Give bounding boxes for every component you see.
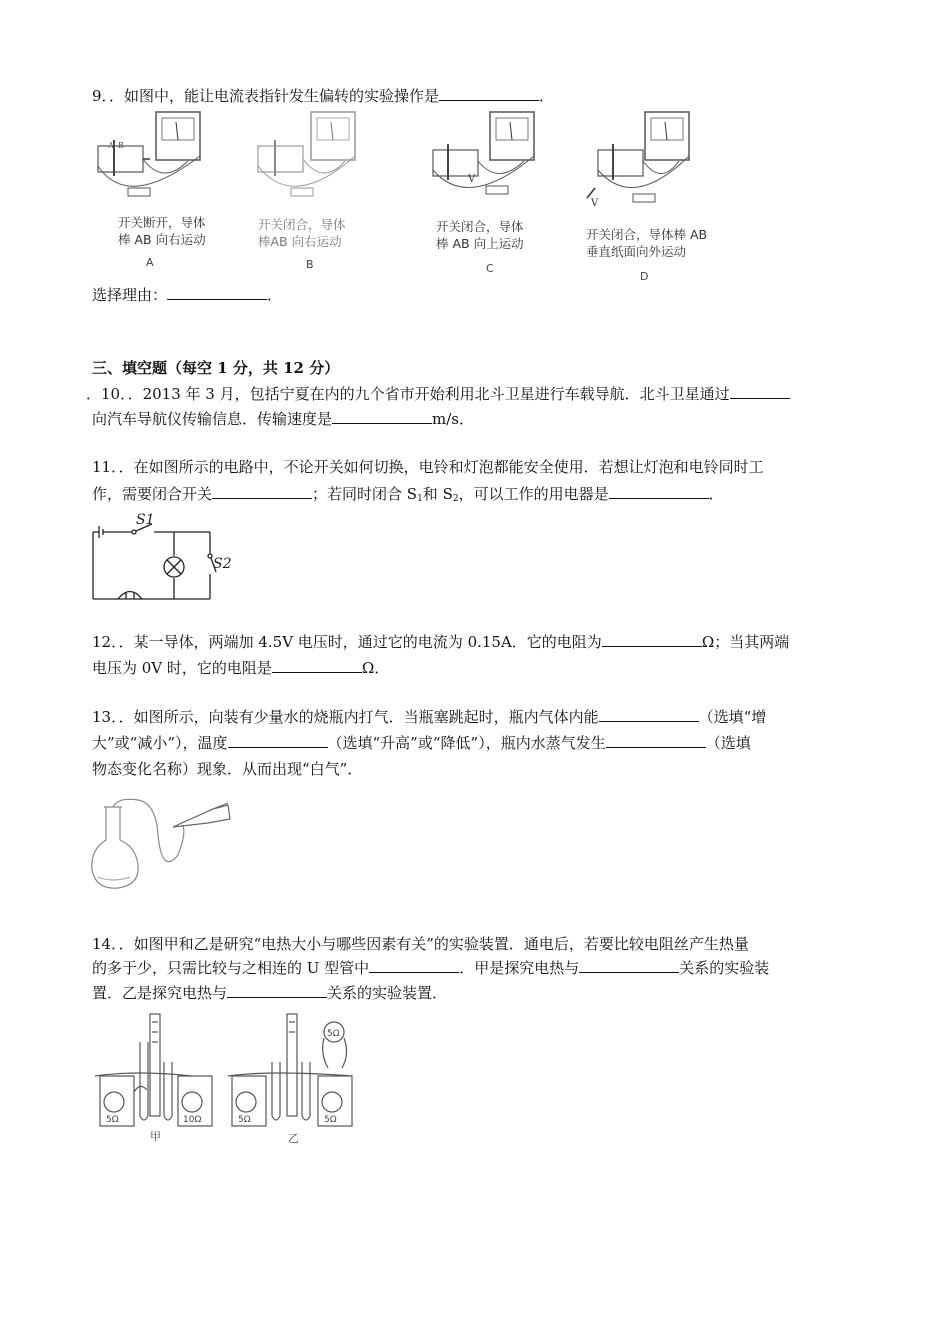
q13-line2: 大”或“减小”），温度 （选填“升高”或“降低”），瓶内水蒸气发生 （选填 (92, 734, 751, 752)
q13-blank-1[interactable] (599, 707, 699, 722)
q11-line2: 作，需要闭合开关 ；若同时闭合 $S_1$和 $S_2$，可以工作的用电器是 ． (92, 485, 724, 504)
svg-text:A: A (108, 141, 114, 150)
option-b-caption: 开关闭合，导体 棒AB 向右运动 (258, 217, 346, 249)
q13-line3: 物态变化名称）现象．从而出现“白气”． (92, 760, 363, 778)
yi-r3-label: 5Ω (327, 1029, 340, 1039)
galvanometer-setup-d (583, 106, 743, 216)
q9-figures (88, 106, 768, 286)
galvanometer-setup-c (428, 106, 578, 216)
jia-label: 甲 (150, 1130, 161, 1143)
q14-blank-2[interactable] (579, 958, 679, 973)
q11-blank-2[interactable] (609, 484, 709, 499)
q10-line1: ．10．．2013 年 3 月，包括宁夏在内的九个省市开始利用北斗卫星进行车载导航．北斗卫星通过 (86, 384, 790, 404)
q9-question: 9．．如图中，能让电流表指针发生偏转的实验操作是 ． (92, 87, 555, 105)
s2-label: S2 (213, 556, 232, 572)
q14-line2: 的多于少，只需比较与之相连的 U 型管中 ．甲是探究电热与 关系的实验装 (92, 959, 770, 977)
jia-r2-label: 10Ω (183, 1115, 202, 1125)
q10-blank-1[interactable] (730, 384, 790, 399)
q13-blank-3[interactable] (606, 733, 706, 748)
q11-blank-1[interactable] (212, 484, 312, 499)
jia-r1-label: 5Ω (106, 1115, 119, 1125)
q11-line1: 11．．在如图所示的电路中，不论开关如何切换，电铃和灯泡都能安全使用．若想让灯泡和电铃同时工 (92, 458, 764, 476)
q10-blank-2[interactable] (332, 409, 432, 424)
q12-line2: 电压为 0V 时，它的电阻是 Ω． (92, 659, 390, 677)
galvanometer-setup-b (253, 106, 403, 216)
q14-heat-apparatus (92, 1012, 382, 1147)
option-d-letter: D (640, 270, 649, 283)
q12-blank-2[interactable] (272, 658, 362, 673)
q10-line2: 向汽车导航仪传输信息．传输速度是 m/s． (92, 410, 474, 428)
q11-circuit-diagram (90, 512, 232, 602)
option-a-caption: 开关断开，导体 棒 AB 向右运动 (118, 215, 206, 247)
yi-label: 乙 (288, 1132, 299, 1145)
s1-label: S1 (136, 512, 155, 528)
q14-blank-1[interactable] (369, 958, 459, 973)
q13-flask-pump-diagram (88, 795, 238, 895)
q9-answer-blank[interactable] (439, 86, 539, 101)
option-c-letter: C (486, 262, 494, 275)
q12-line1: 12．．某一导体，两端加 4.5V 电压时，通过它的电流为 0.15A．它的电阻为 Ω；当其两端 (92, 633, 790, 651)
option-a-letter: A (146, 256, 154, 269)
q14-blank-3[interactable] (227, 983, 327, 998)
svg-text:V: V (468, 174, 476, 185)
q13-blank-2[interactable] (228, 733, 328, 748)
svg-text:B: B (118, 141, 124, 150)
section-heading: 三、填空题（每空 1 分，共 12 分） (92, 359, 340, 377)
option-c-caption: 开关闭合，导体 棒 AB 向上运动 (436, 219, 524, 251)
option-d-caption: 开关闭合，导体棒 AB 垂直纸面向外运动 (586, 227, 708, 259)
q9-reason: 选择理由： ． (92, 286, 283, 304)
svg-text:V: V (591, 198, 599, 209)
q12-blank-1[interactable] (602, 632, 702, 647)
option-b-letter: B (306, 258, 314, 271)
yi-r2-label: 5Ω (324, 1115, 337, 1125)
galvanometer-setup-a (88, 106, 238, 216)
yi-r1-label: 5Ω (238, 1115, 251, 1125)
q13-line1: 13．．如图所示，向装有少量水的烧瓶内打气．当瓶塞跳起时，瓶内气体内能 （选填“增 (92, 708, 767, 726)
q14-line1: 14．．如图甲和乙是研究“电热大小与哪些因素有关”的实验装置．通电后，若要比较电阻丝产生热量 (92, 935, 749, 953)
q9-reason-blank[interactable] (167, 285, 267, 300)
q14-line3: 置．乙是探究电热与 关系的实验装置． (92, 984, 448, 1002)
